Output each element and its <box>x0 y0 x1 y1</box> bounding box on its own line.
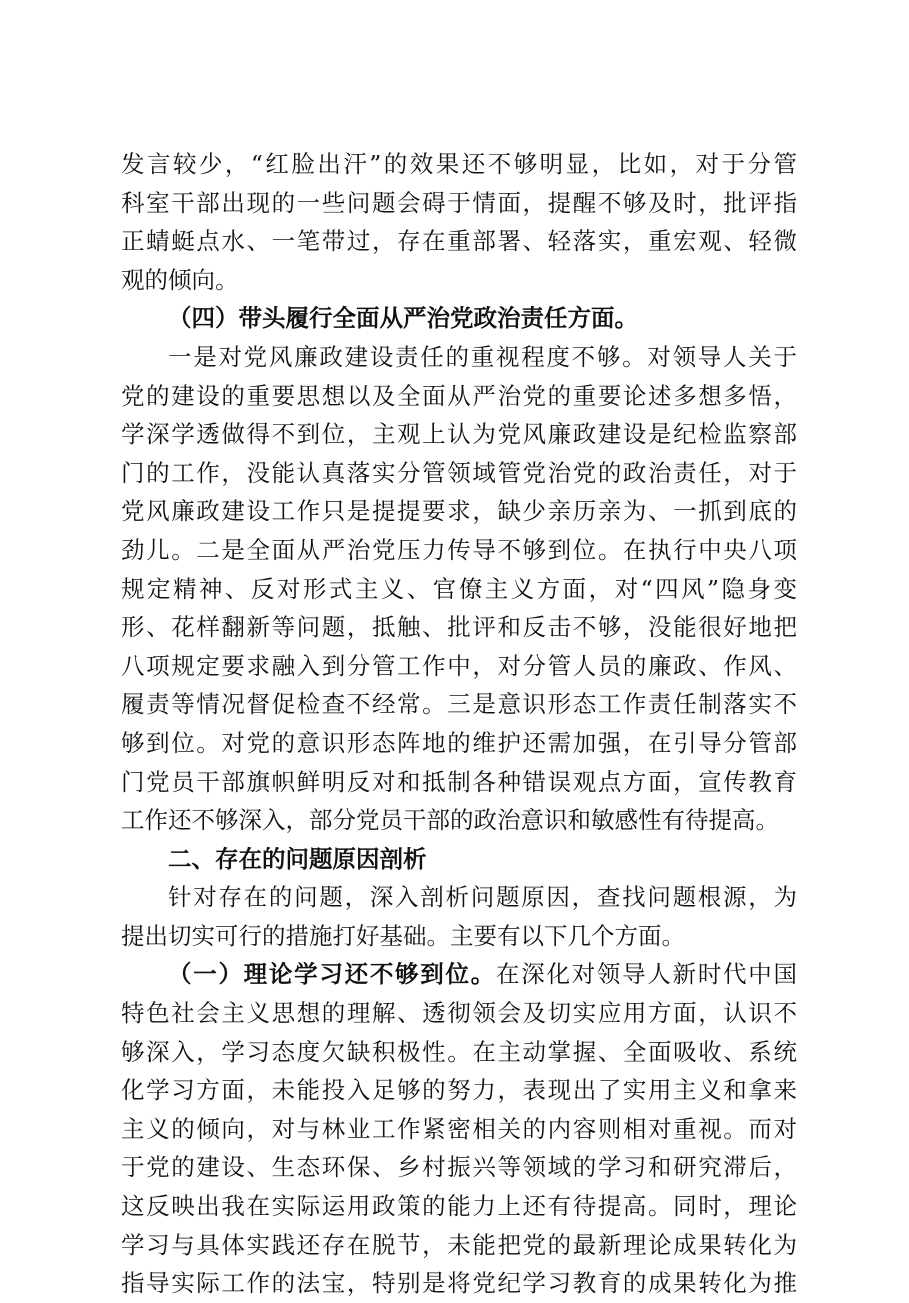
paragraph-line: 够深入，学习态度欠缺积极性。在主动掌握、全面吸收、系统 <box>121 1037 797 1066</box>
paragraph-line: 正蜻蜓点水、一笔带过，存在重部署、轻落实，重宏观、轻微 <box>121 227 797 256</box>
paragraph-line: 化学习方面，未能投入足够的努力，表现出了实用主义和拿来 <box>121 1076 797 1105</box>
paragraph-line: 党的建设的重要思想以及全面从严治党的重要论述多想多悟， <box>121 381 797 410</box>
paragraph-line: 规定精神、反对形式主义、官僚主义方面，对“四风”隐身变 <box>121 574 797 603</box>
paragraph-line: 劲儿。二是全面从严治党压力传导不够到位。在执行中央八项 <box>121 535 797 564</box>
paragraph-line: 够到位。对党的意识形态阵地的维护还需加强，在引导分管部 <box>121 728 797 757</box>
paragraph-line: 学习与具体实践还存在脱节，未能把党的最新理论成果转化为 <box>121 1230 797 1259</box>
paragraph-line: 门的工作，没能认真落实分管领域管党治党的政治责任，对于 <box>121 458 797 487</box>
paragraph-line: 履责等情况督促检查不经常。三是意识形态工作责任制落实不 <box>121 690 797 719</box>
paragraph-line: 针对存在的问题，深入剖析问题原因，查找问题根源，为 <box>168 883 797 912</box>
paragraph-line: 这反映出我在实际运用政策的能力上还有待提高。同时，理论 <box>121 1192 797 1221</box>
section-heading-1: （一）理论学习还不够到位。 <box>168 960 496 989</box>
section-heading-4: （四）带头履行全面从严治党政治责任方面。 <box>168 304 638 333</box>
paragraph-line: 于党的建设、生态环保、乡村振兴等领域的学习和研究滞后， <box>121 1153 797 1182</box>
paragraph-line: 形、花样翻新等问题，抵触、批评和反击不够，没能很好地把 <box>121 613 797 642</box>
paragraph-line: 观的倾向。 <box>121 265 239 294</box>
paragraph-line: 指导实际工作的法宝，特别是将党纪学习教育的成果转化为推 <box>121 1269 797 1298</box>
paragraph-line: 工作还不够深入，部分党员干部的政治意识和敏感性有待提高。 <box>121 806 779 835</box>
section-heading-2: 二、存在的问题原因剖析 <box>168 844 427 873</box>
document-body <box>121 145 797 1303</box>
paragraph-line: 特色社会主义思想的理解、透彻领会及切实应用方面，认识不 <box>121 999 797 1028</box>
paragraph-line: 八项规定要求融入到分管工作中，对分管人员的廉政、作风、 <box>121 651 797 680</box>
paragraph-line: 提出切实可行的措施打好基础。主要有以下几个方面。 <box>121 921 685 950</box>
paragraph-line: 门党员干部旗帜鲜明反对和抵制各种错误观点方面，宣传教育 <box>121 767 797 796</box>
paragraph-line: 发言较少，“红脸出汗”的效果还不够明显，比如，对于分管 <box>121 150 797 178</box>
paragraph-line-with-heading <box>121 955 797 994</box>
paragraph-line: 科室干部出现的一些问题会碍于情面，提醒不够及时，批评指 <box>121 188 797 217</box>
paragraph-line: 学深学透做得不到位，主观上认为党风廉政建设是纪检监察部 <box>121 420 797 449</box>
paragraph-line: 一是对党风廉政建设责任的重视程度不够。对领导人关于 <box>168 342 797 371</box>
paragraph-line: 主义的倾向，对与林业工作紧密相关的内容则相对重视。而对 <box>121 1114 797 1143</box>
paragraph-text: 在深化对领导人新时代中国 <box>495 960 798 989</box>
paragraph-line: 党风廉政建设工作只是提提要求，缺少亲历亲为、一抓到底的 <box>121 497 797 526</box>
